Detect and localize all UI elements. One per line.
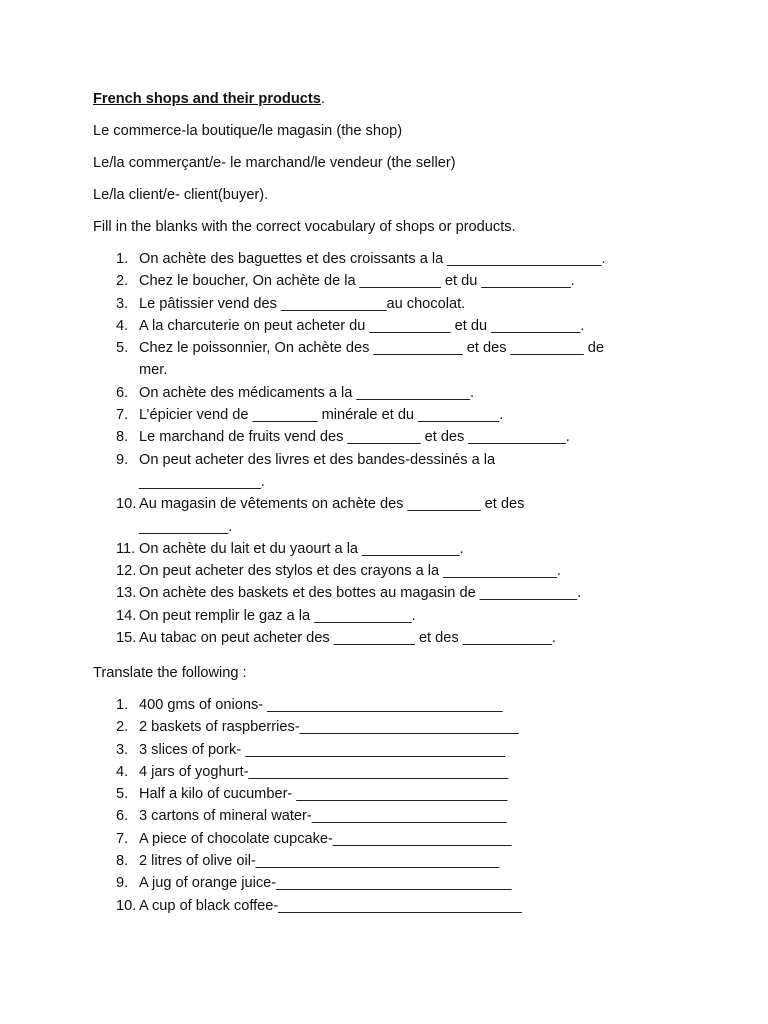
item-number: 5. xyxy=(116,786,129,803)
list-item xyxy=(93,315,673,337)
list-item xyxy=(93,828,673,850)
item-number: 10. xyxy=(116,496,137,513)
intro-line-1: Le commerce-la boutique/le magasin (the shop) xyxy=(93,123,403,139)
item-number: 13. xyxy=(116,585,137,602)
item-number: 9. xyxy=(116,875,129,892)
list-item xyxy=(93,337,673,382)
item-number: 5. xyxy=(116,340,129,357)
title-period: . xyxy=(320,91,325,107)
item-number: 4. xyxy=(116,317,129,334)
item-number: 15. xyxy=(116,630,137,647)
item-number: 7. xyxy=(116,407,129,424)
list-item xyxy=(93,270,673,292)
item-number: 4. xyxy=(116,763,129,780)
item-text: Au magasin de vêtements on achète des _________ et des xyxy=(139,496,525,513)
item-text: Le pâtissier vend des _____________au chocolat. xyxy=(139,295,466,312)
item-text: On peut remplir le gaz a la ____________. xyxy=(139,607,416,624)
list-item xyxy=(93,582,673,604)
item-text-continued: ___________. xyxy=(139,518,233,535)
item-text: On achète des baguettes et des croissants a la ___________________. xyxy=(139,251,606,267)
item-number: 3. xyxy=(116,741,129,758)
list-item xyxy=(93,761,673,783)
intro-line-2: Le/la commerçant/e- le marchand/le vendeur (the seller) xyxy=(93,155,456,171)
list-item xyxy=(93,627,673,649)
item-text: Half a kilo of cucumber- __________________________ xyxy=(139,786,508,803)
list-item xyxy=(93,382,673,404)
item-number: 2. xyxy=(116,719,129,736)
item-text-continued: _______________. xyxy=(139,473,265,490)
list-item xyxy=(93,248,673,270)
item-number: 6. xyxy=(116,808,129,825)
item-text: 400 gms of onions- _____________________________ xyxy=(139,697,503,713)
title-text: French shops and their products xyxy=(93,91,321,107)
item-text: On achète des médicaments a la ______________. xyxy=(139,384,475,401)
item-text: A la charcuterie on peut acheter du __________ et du ___________. xyxy=(139,317,585,334)
item-text: 3 slices of pork- ________________________________ xyxy=(139,741,505,758)
item-text: L’épicier vend de ________ minérale et du __________. xyxy=(139,407,504,424)
item-number: 12. xyxy=(116,563,137,580)
item-text: On peut acheter des stylos et des crayons a la ______________. xyxy=(139,563,561,580)
item-number: 10. xyxy=(116,897,137,914)
item-number: 9. xyxy=(116,451,129,468)
item-text: Le marchand de fruits vend des _________ et des ____________. xyxy=(139,429,570,446)
item-number: 3. xyxy=(116,295,129,312)
list-item xyxy=(93,895,673,917)
list-item xyxy=(93,605,673,627)
item-number: 7. xyxy=(116,830,129,847)
translate-heading: Translate the following : xyxy=(93,665,247,681)
item-number: 6. xyxy=(116,384,129,401)
item-number: 11. xyxy=(116,540,136,557)
item-text: On achète du lait et du yaourt a la ____________. xyxy=(139,540,464,557)
list-item xyxy=(93,739,673,761)
item-text: 2 baskets of raspberries-___________________________ xyxy=(139,719,519,736)
list-item xyxy=(93,426,673,448)
item-text-continued: mer. xyxy=(139,362,168,379)
list-item xyxy=(93,404,673,426)
item-number: 1. xyxy=(116,251,129,267)
item-number: 2. xyxy=(116,273,129,290)
list-item xyxy=(93,560,673,582)
list-item xyxy=(93,716,673,738)
item-text: Chez le poissonnier, On achète des ___________ et des _________ de xyxy=(139,340,604,357)
item-text: A jug of orange juice-_____________________________ xyxy=(139,875,512,892)
item-number: 8. xyxy=(116,853,129,870)
item-number: 8. xyxy=(116,429,129,446)
list-item xyxy=(93,493,673,538)
list-item xyxy=(93,783,673,805)
page-title xyxy=(93,90,325,108)
item-number: 14. xyxy=(116,607,137,624)
intro-line-3: Le/la client/e- client(buyer). xyxy=(93,187,269,203)
translate-list xyxy=(93,694,673,917)
item-text: A piece of chocolate cupcake-______________________ xyxy=(139,830,512,847)
item-text: A cup of black coffee-______________________________ xyxy=(139,897,522,914)
item-text: Au tabac on peut acheter des __________ et des ___________. xyxy=(139,630,557,647)
item-text: 2 litres of olive oil-______________________________ xyxy=(139,853,500,870)
list-item xyxy=(93,850,673,872)
item-text: Chez le boucher, On achète de la __________ et du ___________. xyxy=(139,273,575,290)
list-item xyxy=(93,538,673,560)
list-item xyxy=(93,872,673,894)
item-number: 1. xyxy=(116,697,129,713)
fill-in-list xyxy=(93,248,673,649)
list-item xyxy=(93,805,673,827)
instructions: Fill in the blanks with the correct vocabulary of shops or products. xyxy=(93,219,516,235)
item-text: 3 cartons of mineral water-________________________ xyxy=(139,808,507,825)
item-text: 4 jars of yoghurt-________________________________ xyxy=(139,763,509,780)
list-item xyxy=(93,293,673,315)
item-text: On peut acheter des livres et des bandes-dessinés a la xyxy=(139,451,496,468)
list-item xyxy=(93,449,673,494)
list-item xyxy=(93,694,673,716)
item-text: On achète des baskets et des bottes au magasin de ____________. xyxy=(139,585,582,602)
